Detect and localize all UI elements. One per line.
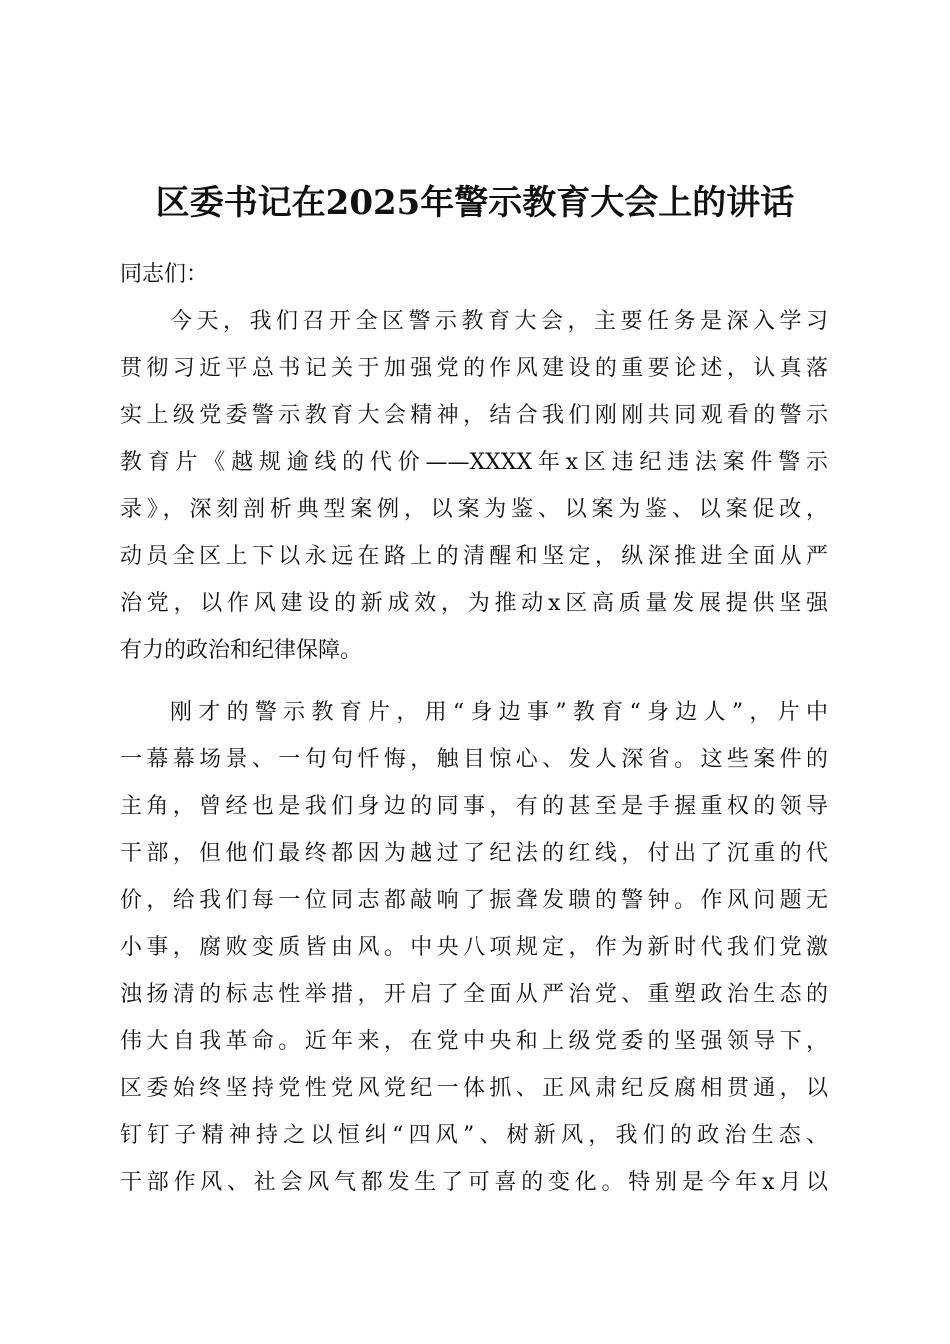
paragraph-1 (120, 298, 828, 674)
paragraph-line: 小事，腐败变质皆由风。中央八项规定，作为新时代我们党激 (120, 935, 828, 960)
paragraph-line: 动员全区上下以永远在路上的清醒和坚定，纵深推进全面从严 (120, 544, 828, 569)
paragraph-line: 刚才的警示教育片，用“身边事”教育“身边人”，片中 (170, 700, 828, 725)
paragraph-line: 区委始终坚持党性党风党纪一体抓、正风肃纪反腐相贯通，以 (120, 1076, 828, 1101)
paragraph-line: 伟大自我革命。近年来，在党中央和上级党委的坚强领导下， (120, 1029, 828, 1054)
paragraph-line: 主角，曾经也是我们身边的同事，有的甚至是手握重权的领导 (120, 794, 828, 819)
paragraph-line: 实上级党委警示教育大会精神，结合我们刚刚共同观看的警示 (120, 403, 828, 428)
paragraph-line: 浊扬清的标志性举措，开启了全面从严治党、重塑政治生态的 (120, 982, 828, 1007)
paragraph-line: 干部作风、社会风气都发生了可喜的变化。特别是今年x月以 (120, 1170, 828, 1195)
paragraph-line: 一幕幕场景、一句句忏悔，触目惊心、发人深省。这些案件的 (120, 747, 828, 772)
paragraph-line: 今天，我们召开全区警示教育大会，主要任务是深入学习 (170, 309, 828, 334)
salutation: 同志们： (120, 262, 209, 287)
paragraph-2 (120, 689, 828, 1206)
paragraph-line: 教育片《越规逾线的代价——XXXX年x区违纪违法案件警示 (120, 450, 828, 475)
paragraph-spacer (120, 674, 828, 689)
paragraph-line: 贯彻习近平总书记关于加强党的作风建设的重要论述，认真落 (120, 356, 828, 381)
paragraph-line: 治党，以作风建设的新成效，为推动x区高质量发展提供坚强 (120, 591, 828, 616)
document-body (120, 251, 828, 1206)
paragraph-line: 价，给我们每一位同志都敲响了振聋发聩的警钟。作风问题无 (120, 888, 828, 913)
paragraph-line: 录》，深刻剖析典型案例，以案为鉴、以案为鉴、以案促改， (120, 497, 828, 522)
paragraph-line: 钉钉子精神持之以恒纠“四风”、树新风，我们的政治生态、 (120, 1123, 828, 1148)
document-title: 区委书记在2025年警示教育大会上的讲话 (155, 183, 795, 223)
paragraph-line: 干部，但他们最终都因为越过了纪法的红线，付出了沉重的代 (120, 841, 828, 866)
paragraph-line: 有力的政治和纪律保障。 (120, 638, 363, 663)
